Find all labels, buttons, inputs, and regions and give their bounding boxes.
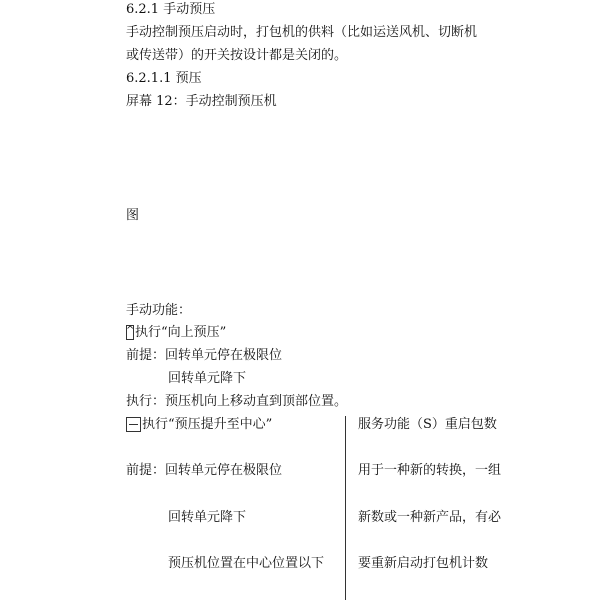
section-heading: 6.2.1 手动预压: [126, 2, 216, 17]
subsection-heading: 6.2.1.1 预压: [126, 71, 202, 86]
func2-premise-line2: 回转单元降下: [168, 510, 247, 525]
func2-title: 执行“预压提升至中心”: [142, 417, 273, 432]
side-note-line-1: 服务功能（S）重启包数: [358, 417, 497, 432]
side-note-line-2: 用于一种新的转换，一组: [358, 463, 502, 478]
func1-premise: 前提：回转单元停在极限位: [126, 348, 283, 363]
func1-premise-line2: 回转单元降下: [168, 371, 247, 386]
func1-execute: 执行：预压机向上移动直到顶部位置。: [126, 394, 348, 409]
side-note-line-3: 新数或一种新产品，有必: [358, 510, 502, 525]
func2-row: [126, 417, 272, 433]
func2-premise: 前提：回转单元停在极限位: [126, 463, 283, 478]
figure-placeholder: 图: [126, 208, 140, 223]
func1-row: [126, 325, 226, 341]
func1-title: 执行“向上预压”: [135, 325, 227, 340]
intro-line-2: 或传送带）的开关按设计都是关闭的。: [126, 48, 348, 63]
press-up-button-icon[interactable]: [126, 325, 134, 340]
side-note-line-4: 要重新启动打包机计数: [358, 556, 489, 571]
lift-to-center-button-icon[interactable]: [126, 417, 141, 432]
func2-premise-line3: 预压机位置在中心位置以下: [168, 556, 325, 571]
intro-line-1: 手动控制预压启动时，打包机的供料（比如运送风机、切断机: [126, 25, 478, 40]
column-divider: [345, 416, 346, 600]
manual-functions-label: 手动功能：: [126, 303, 192, 318]
screen-caption: 屏幕 12：手动控制预压机: [126, 94, 277, 109]
